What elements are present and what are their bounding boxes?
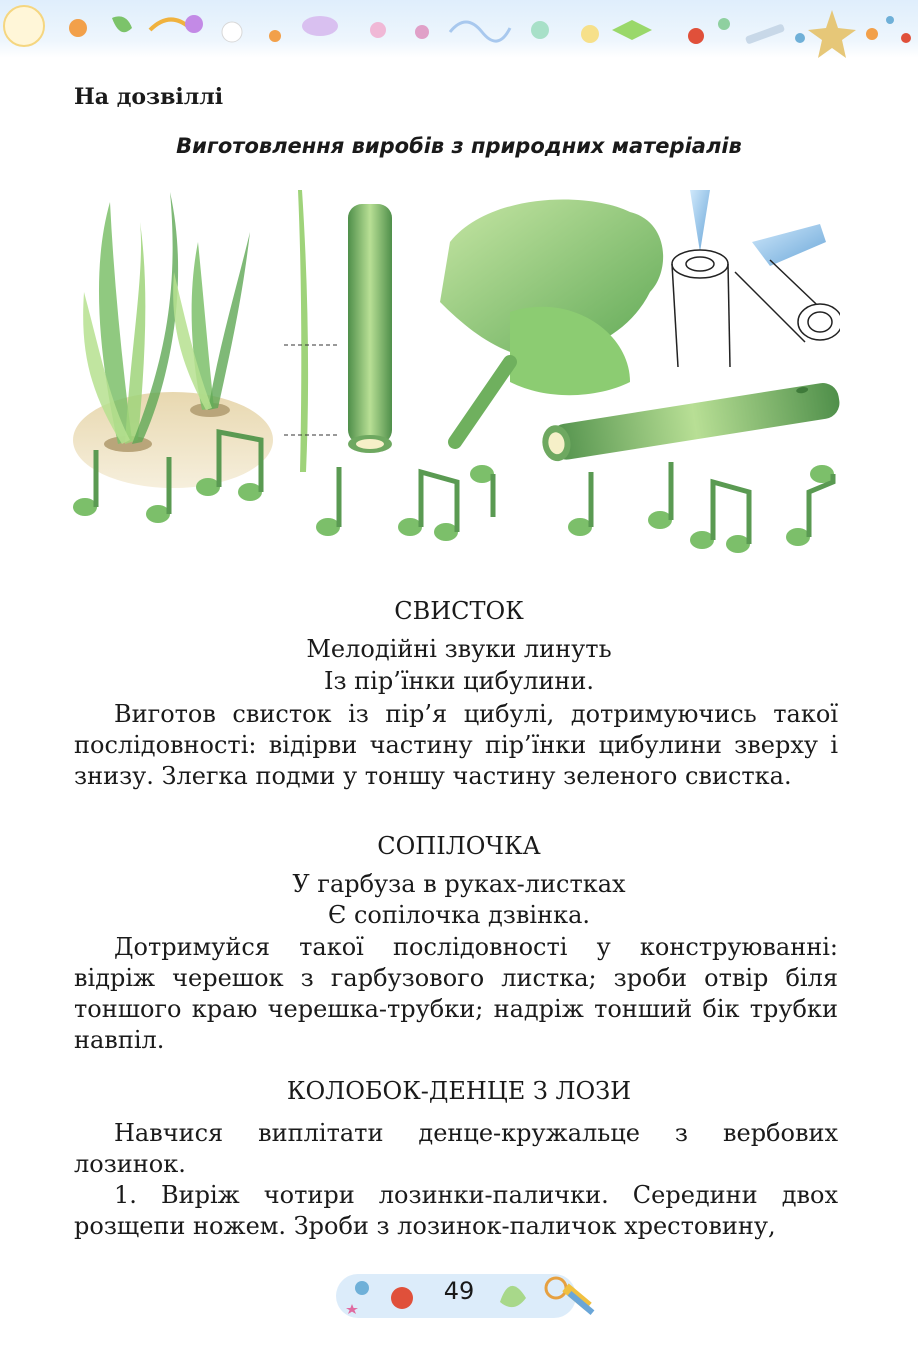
paragraph: [74, 1118, 838, 1180]
page-number: 49: [443, 1277, 475, 1305]
paragraph-text: Дотримуйся такої послідовності у конструюванні: відріж черешок з гарбузового листка; зроби отвір біля тоншого краю черешка-трубки; надріж тонший бік трубки навпіл.: [74, 933, 838, 1054]
section-label: На дозвіллі: [74, 84, 224, 110]
onion-leaf-icon: [298, 190, 308, 472]
verse-line: Є сопілочка дзвінка.: [327, 901, 591, 929]
paragraph: [74, 699, 838, 792]
banner-ornaments-icon: [0, 0, 918, 58]
verse-line: У гарбуза в руках-листках: [292, 870, 626, 898]
section-title-svystok: СВИСТОК: [394, 597, 524, 625]
page-subtitle: Виготовлення виробів з природних матеріалів: [176, 134, 742, 158]
paragraph-text: Виготов свисток із пір’я цибулі, дотримуючись такої послідовності: відірви частину пір’їнки цибулини зверху і знизу. Злегка подми у тоншу частину зеленого свистка.: [74, 700, 838, 790]
paragraph-text: Навчися виплітати денце-кружальце з вербових лозинок.: [74, 1119, 838, 1178]
verse-line: Із пір’їнки цибулини.: [323, 667, 595, 695]
verse-line: Мелодійні звуки линуть: [306, 635, 612, 663]
crafts-illustration: [70, 182, 840, 577]
paragraph: [74, 932, 838, 1056]
section-title-kolobok: КОЛОБОК-ДЕНЦЕ З ЛОЗИ: [286, 1077, 632, 1105]
onion-plants-icon: [73, 192, 273, 488]
onion-tube-icon: [348, 204, 392, 453]
pumpkin-leaf-icon: [440, 200, 663, 442]
section-title-sopilochka: СОПІЛОЧКА: [377, 832, 541, 860]
paragraph-text: 1. Виріж чотири лозинки-палички. Середини двох розщепи ножем. Зроби з лозинок-паличок хрестовину,: [74, 1181, 838, 1240]
cutting-diagram-icon: [672, 190, 840, 367]
paragraph: [74, 1180, 838, 1242]
top-decorative-banner: [0, 0, 918, 58]
